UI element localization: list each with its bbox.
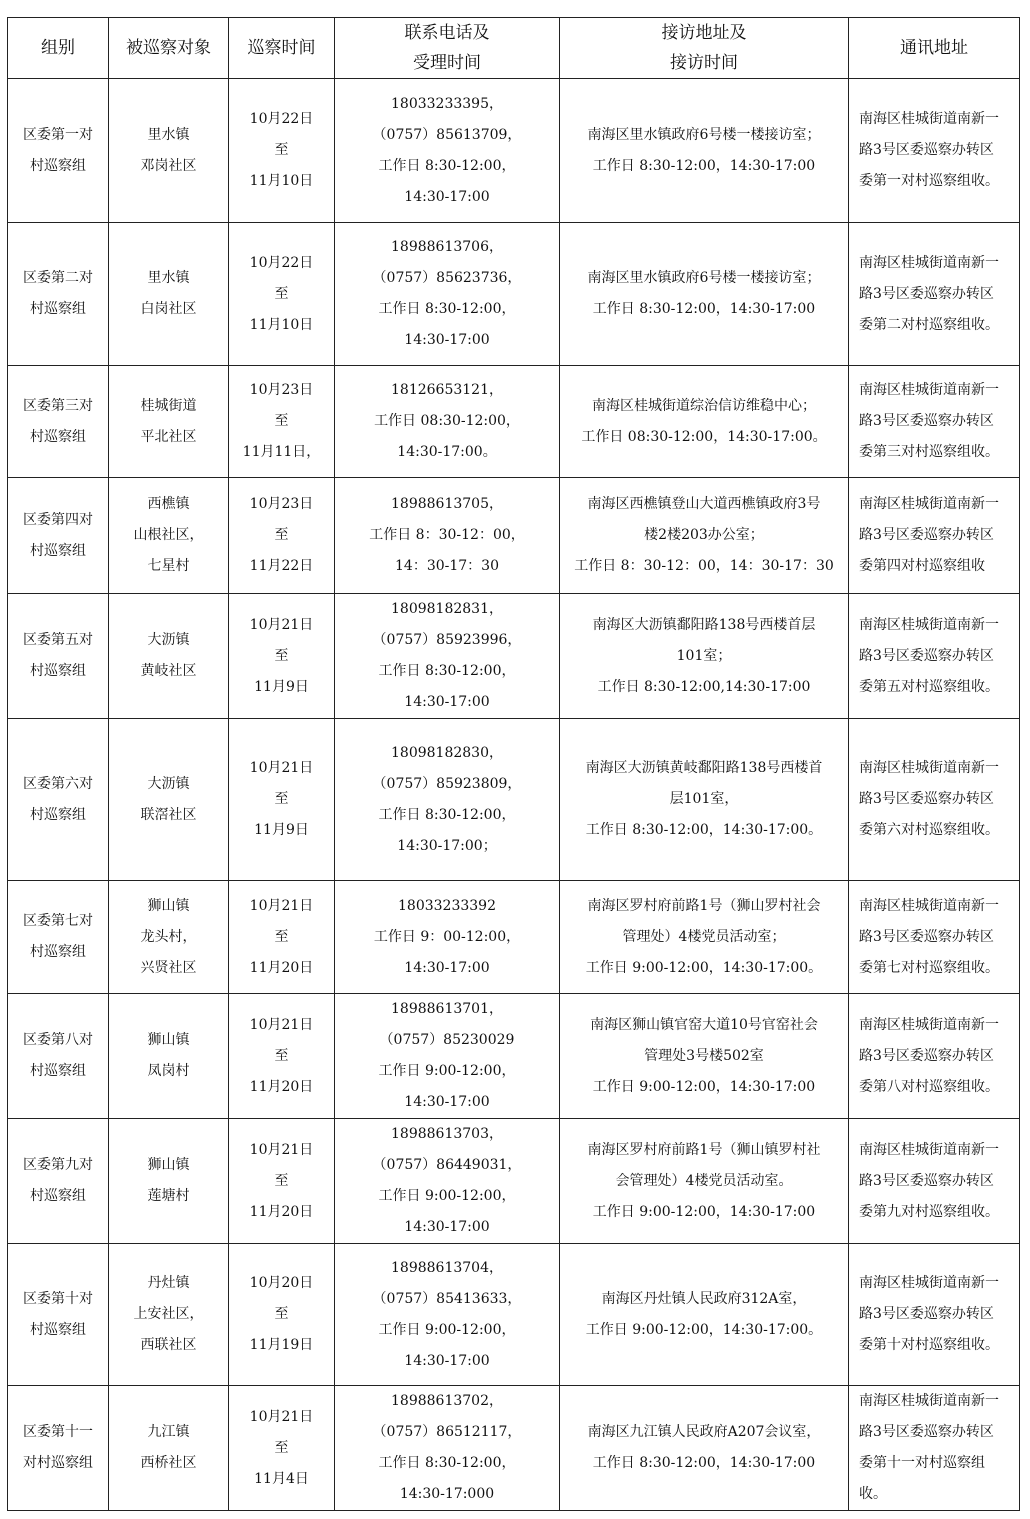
header-time <box>229 18 335 79</box>
cell-text: 南海区大沥镇黄岐鄱阳路138号西楼首 <box>585 760 823 776</box>
cell-group <box>8 366 109 478</box>
cell-text: 南海区桂城街道南新一 <box>859 1016 999 1033</box>
cell-text: 工作日 8:30-12:00， <box>378 157 516 174</box>
cell-text: 委第六对村巡察组收。 <box>859 822 999 838</box>
cell-text: 西桥社区 <box>140 1455 197 1471</box>
cell-text: 白岗社区 <box>140 301 197 317</box>
cell-text: 南海区桂城街道南新一 <box>859 616 999 633</box>
cell-target <box>109 719 229 881</box>
header-mail <box>849 18 1020 79</box>
cell-text: 10月23日 <box>249 382 314 398</box>
cell-phone <box>335 881 560 994</box>
cell-text: 丹灶镇 <box>147 1275 190 1291</box>
header-target <box>109 18 229 79</box>
cell-visit <box>560 881 849 994</box>
cell-group <box>8 994 109 1119</box>
cell-text: 11月4日 <box>254 1470 309 1487</box>
cell-phone <box>335 79 560 223</box>
cell-text: 工作日 8:30-12:00，14:30-17:00 <box>592 1455 816 1471</box>
cell-text: 14:30-17:00 <box>404 694 490 710</box>
cell-text: 14:30-17:00 <box>404 1352 490 1369</box>
cell-text: 区委第一对 <box>23 126 93 143</box>
cell-mail <box>849 594 1020 719</box>
cell-mail <box>849 1244 1020 1386</box>
cell-phone <box>335 994 560 1119</box>
cell-text: 管理处3号楼502室 <box>644 1047 764 1064</box>
cell-text: 南海区罗村府前路1号（狮山镇罗村社 <box>587 1141 821 1158</box>
cell-mail <box>849 478 1020 594</box>
cell-text: 路3号区委巡察办转区 <box>859 1424 994 1440</box>
cell-text: 村巡察组 <box>30 944 86 960</box>
cell-text: 南海区桂城街道南新一 <box>859 496 999 512</box>
cell-text: 南海区桂城街道南新一 <box>859 760 999 776</box>
cell-phone <box>335 1244 560 1386</box>
header-text: 巡察时间 <box>247 38 316 58</box>
cell-group <box>8 594 109 719</box>
cell-mail <box>849 1119 1020 1244</box>
cell-time <box>229 1119 335 1244</box>
cell-text: 11月10日 <box>249 316 314 333</box>
cell-text: 平北社区 <box>140 428 197 445</box>
cell-text: 路3号区委巡察办转区 <box>859 791 994 807</box>
cell-text: 南海区九江镇人民政府A207会议室， <box>587 1424 821 1440</box>
cell-phone <box>335 366 560 478</box>
cell-visit <box>560 79 849 223</box>
cell-text: 14:30-17:00； <box>397 837 497 854</box>
cell-text: 18033233395， <box>391 95 503 112</box>
cell-mail <box>849 1386 1020 1511</box>
cell-text: 层101室， <box>669 791 739 807</box>
cell-text: 10月20日 <box>249 1275 314 1291</box>
cell-text: 至 <box>274 1172 289 1189</box>
cell-text: 区委第六对 <box>23 775 93 792</box>
cell-text: 14:30-17:00 <box>404 332 490 348</box>
cell-text: 村巡察组 <box>30 542 86 559</box>
cell-group <box>8 223 109 366</box>
cell-time <box>229 366 335 478</box>
cell-text: 委第十对村巡察组收。 <box>859 1337 999 1353</box>
cell-phone <box>335 223 560 366</box>
cell-text: 工作日 8:30-12:00，14:30-17:00 <box>592 157 816 174</box>
cell-text: 南海区桂城街道南新一 <box>859 897 999 914</box>
cell-phone <box>335 1386 560 1511</box>
cell-target <box>109 881 229 994</box>
cell-visit <box>560 223 849 366</box>
cell-text: 路3号区委巡察办转区 <box>859 285 994 302</box>
cell-text: 南海区里水镇政府6号楼一楼接访室； <box>587 126 821 143</box>
cell-text: 区委第十一 <box>23 1424 93 1440</box>
cell-text: 邓岗社区 <box>140 157 197 174</box>
cell-text: 18098182831， <box>391 601 503 617</box>
cell-text: 工作日 8：30-12：00， <box>369 527 525 543</box>
header-text: 接访时间 <box>670 53 738 73</box>
cell-text: （0757）85613709， <box>372 126 522 143</box>
cell-text: 路3号区委巡察办转区 <box>859 928 994 945</box>
cell-group <box>8 79 109 223</box>
table-row <box>8 719 1020 881</box>
cell-text: 工作日 08:30-12:00，14:30-17:00。 <box>581 428 827 445</box>
cell-text: 里水镇 <box>147 126 190 143</box>
table-row <box>8 881 1020 994</box>
cell-text: 11月22日 <box>249 558 314 574</box>
cell-text: 工作日 8:30-12:00， <box>378 301 516 317</box>
cell-visit <box>560 994 849 1119</box>
cell-phone <box>335 594 560 719</box>
cell-text: 路3号区委巡察办转区 <box>859 413 994 429</box>
cell-target <box>109 994 229 1119</box>
header-phone <box>335 18 560 79</box>
cell-text: 村巡察组 <box>30 1063 86 1079</box>
cell-text: 18126653121， <box>391 382 503 398</box>
cell-text: 南海区桂城街道南新一 <box>859 382 999 398</box>
cell-text: 工作日 8:30-12:00， <box>378 1455 516 1471</box>
cell-text: 工作日 8:30-12:00,14:30-17:00 <box>597 678 811 695</box>
cell-text: 莲塘村 <box>147 1188 190 1204</box>
cell-text: 区委第十对 <box>23 1290 93 1307</box>
cell-text: 18988613706， <box>391 239 503 255</box>
cell-text: 南海区桂城街道南新一 <box>859 254 999 271</box>
cell-text: 南海区桂城街道南新一 <box>859 1275 999 1291</box>
cell-text: 委第四对村巡察组收 <box>859 558 985 574</box>
cell-text: 南海区桂城街道南新一 <box>859 111 999 127</box>
cell-text: 路3号区委巡察办转区 <box>859 1047 994 1064</box>
cell-text: 14:30-17:00 <box>404 1219 490 1235</box>
cell-group <box>8 881 109 994</box>
cell-text: 黄岐社区 <box>140 663 197 679</box>
cell-text: 区委第二对 <box>23 270 93 286</box>
cell-phone <box>335 1119 560 1244</box>
cell-text: 联滘社区 <box>140 806 197 823</box>
cell-text: 委第二对村巡察组收。 <box>859 316 999 333</box>
cell-text: 11月20日 <box>249 1078 314 1095</box>
cell-mail <box>849 366 1020 478</box>
cell-text: 18033233392 <box>398 897 496 914</box>
cell-text: 14：30-17：30 <box>395 558 499 574</box>
cell-text: 委第五对村巡察组收。 <box>859 678 999 695</box>
cell-text: 兴贤社区 <box>140 959 197 976</box>
cell-text: 14:30-17:00 <box>404 188 490 205</box>
cell-text: 工作日 08:30-12:00， <box>374 413 520 429</box>
cell-text: 18988613703， <box>391 1126 503 1142</box>
cell-time <box>229 719 335 881</box>
header-text: 受理时间 <box>413 53 481 73</box>
cell-text: 区委第五对 <box>23 632 93 648</box>
cell-text: 11月11日， <box>242 444 321 460</box>
cell-text: 工作日 9:00-12:00，14:30-17:00 <box>592 1078 816 1095</box>
cell-text: 桂城街道 <box>140 397 197 414</box>
cell-text: 至 <box>274 1306 289 1322</box>
cell-target <box>109 594 229 719</box>
cell-text: 10月22日 <box>249 254 314 271</box>
cell-text: 对村巡察组 <box>23 1455 93 1471</box>
cell-phone <box>335 478 560 594</box>
table-row <box>8 1386 1020 1511</box>
cell-text: 14:30-17:00。 <box>397 444 497 460</box>
cell-text: 工作日 9:00-12:00， <box>378 1188 516 1204</box>
cell-text: 至 <box>274 413 289 429</box>
cell-text: 南海区桂城街道综治信访维稳中心； <box>592 397 816 414</box>
cell-text: 区委第四对 <box>23 511 93 528</box>
table-row <box>8 994 1020 1119</box>
cell-text: 至 <box>274 928 289 945</box>
cell-text: 至 <box>274 791 289 807</box>
cell-text: 11月9日 <box>254 822 309 838</box>
cell-text: 区委第七对 <box>23 913 93 929</box>
cell-text: （0757）85230029 <box>379 1032 515 1048</box>
cell-text: 10月22日 <box>249 111 314 127</box>
cell-mail <box>849 79 1020 223</box>
cell-text: （0757）85923809， <box>372 775 522 792</box>
cell-text: 至 <box>274 285 289 302</box>
header-row <box>8 18 1020 79</box>
cell-text: 工作日 8:30-12:00， <box>378 663 516 679</box>
cell-text: 南海区桂城街道南新一 <box>859 1141 999 1158</box>
cell-time <box>229 79 335 223</box>
cell-time <box>229 994 335 1119</box>
cell-text: 14:30-17:00 <box>404 1094 490 1110</box>
cell-target <box>109 1386 229 1511</box>
cell-text: 路3号区委巡察办转区 <box>859 527 994 543</box>
table-row <box>8 1119 1020 1244</box>
cell-time <box>229 478 335 594</box>
cell-text: 11月10日 <box>249 173 314 189</box>
cell-visit <box>560 1386 849 1511</box>
cell-target <box>109 366 229 478</box>
cell-text: 收。 <box>859 1486 887 1502</box>
cell-target <box>109 79 229 223</box>
cell-text: 凤岗村 <box>147 1063 190 1079</box>
cell-text: 区委第八对 <box>23 1032 93 1048</box>
cell-text: 10月21日 <box>249 1141 314 1158</box>
cell-time <box>229 1386 335 1511</box>
cell-text: 村巡察组 <box>30 1188 86 1204</box>
cell-text: 委第一对村巡察组收。 <box>859 173 999 189</box>
cell-text: 狮山镇 <box>147 897 190 914</box>
cell-text: （0757）85413633， <box>372 1290 522 1307</box>
cell-target <box>109 1244 229 1386</box>
cell-text: （0757）85923996， <box>372 632 522 648</box>
header-text: 联系电话及 <box>404 23 490 43</box>
table-row <box>8 366 1020 478</box>
cell-text: 至 <box>274 527 289 543</box>
cell-text: 村巡察组 <box>30 428 86 445</box>
cell-group <box>8 719 109 881</box>
cell-time <box>229 594 335 719</box>
cell-text: 工作日 9:00-12:00，14:30-17:00 <box>592 1203 816 1220</box>
cell-text: （0757）85623736， <box>372 270 522 286</box>
cell-text: 龙头村， <box>140 928 197 945</box>
cell-text: 11月9日 <box>254 678 309 695</box>
cell-mail <box>849 994 1020 1119</box>
cell-text: 大沥镇 <box>147 775 190 792</box>
cell-text: 11月19日 <box>249 1337 314 1353</box>
cell-text: 工作日 9:00-12:00，14:30-17:00。 <box>585 959 823 976</box>
header-text: 被巡察对象 <box>126 38 211 58</box>
cell-target <box>109 1119 229 1244</box>
cell-group <box>8 1386 109 1511</box>
cell-text: （0757）86449031， <box>372 1157 522 1173</box>
cell-time <box>229 1244 335 1386</box>
cell-text: 路3号区委巡察办转区 <box>859 142 994 158</box>
cell-text: 委第三对村巡察组收。 <box>859 444 999 460</box>
cell-text: 西联社区 <box>140 1337 197 1353</box>
cell-text: 路3号区委巡察办转区 <box>859 647 994 664</box>
cell-mail <box>849 223 1020 366</box>
cell-text: 狮山镇 <box>147 1032 190 1048</box>
cell-text: 委第十一对村巡察组 <box>859 1455 985 1471</box>
cell-text: 101室； <box>676 647 732 664</box>
cell-text: 西樵镇 <box>147 496 190 512</box>
cell-text: 工作日 8：30-12：00，14：30-17：30 <box>574 558 834 574</box>
cell-text: 区委第九对 <box>23 1157 93 1173</box>
cell-visit <box>560 1119 849 1244</box>
cell-group <box>8 1244 109 1386</box>
table-row <box>8 1244 1020 1386</box>
cell-text: 山根社区， <box>133 527 204 543</box>
cell-group <box>8 478 109 594</box>
cell-text: 18098182830， <box>391 744 503 761</box>
cell-text: 至 <box>274 142 289 158</box>
cell-text: 14:30-17:000 <box>399 1486 495 1502</box>
cell-text: 工作日 9:00-12:00，14:30-17:00。 <box>585 1321 823 1338</box>
header-visit <box>560 18 849 79</box>
cell-text: 工作日 9:00-12:00， <box>378 1063 516 1079</box>
cell-mail <box>849 881 1020 994</box>
cell-text: 村巡察组 <box>30 301 86 317</box>
cell-text: 委第七对村巡察组收。 <box>859 959 999 976</box>
cell-text: 七星村 <box>147 558 190 574</box>
inspection-table <box>7 17 1020 1511</box>
cell-text: 10月21日 <box>249 760 314 776</box>
cell-text: 工作日 9:00-12:00， <box>378 1321 516 1338</box>
header-text: 接访地址及 <box>661 23 747 43</box>
cell-text: 工作日 9：00-12:00， <box>373 928 521 945</box>
header-text: 组别 <box>41 38 75 58</box>
cell-text: 工作日 8:30-12:00，14:30-17:00 <box>592 301 816 317</box>
cell-text: 工作日 8:30-12:00，14:30-17:00。 <box>585 822 823 838</box>
cell-target <box>109 223 229 366</box>
cell-text: 至 <box>274 1439 289 1456</box>
cell-text: 南海区西樵镇登山大道西樵镇政府3号 <box>587 496 821 512</box>
cell-text: 大沥镇 <box>147 632 190 648</box>
cell-text: 南海区大沥镇鄱阳路138号西楼首层 <box>592 616 816 633</box>
cell-text: 九江镇 <box>147 1424 190 1440</box>
cell-text: 村巡察组 <box>30 663 86 679</box>
cell-text: 南海区丹灶镇人民政府312A室， <box>601 1290 807 1307</box>
cell-text: 区委第三对 <box>23 397 93 414</box>
cell-text: 南海区罗村府前路1号（狮山罗村社会 <box>587 897 821 914</box>
cell-text: 楼2楼203办公室； <box>644 527 764 543</box>
cell-time <box>229 223 335 366</box>
cell-text: 狮山镇 <box>147 1157 190 1173</box>
cell-text: 村巡察组 <box>30 157 86 174</box>
cell-text: 10月21日 <box>249 616 314 633</box>
table-row <box>8 79 1020 223</box>
cell-text: 18988613704， <box>391 1259 503 1276</box>
cell-text: 10月21日 <box>249 1016 314 1033</box>
cell-mail <box>849 719 1020 881</box>
cell-text: 会管理处）4楼党员活动室。 <box>615 1172 793 1189</box>
cell-visit <box>560 594 849 719</box>
cell-text: 上安社区， <box>133 1306 204 1322</box>
cell-text: 南海区里水镇政府6号楼一楼接访室； <box>587 270 821 286</box>
cell-text: 18988613701， <box>391 1001 503 1017</box>
cell-text: 至 <box>274 647 289 664</box>
cell-text: （0757）86512117， <box>372 1424 522 1440</box>
cell-text: 路3号区委巡察办转区 <box>859 1172 994 1189</box>
cell-text: 18988613702， <box>391 1393 503 1409</box>
header-group <box>8 18 109 79</box>
cell-text: 路3号区委巡察办转区 <box>859 1306 994 1322</box>
cell-text: 村巡察组 <box>30 806 86 823</box>
cell-visit <box>560 366 849 478</box>
cell-text: 10月23日 <box>249 496 314 512</box>
cell-text: 村巡察组 <box>30 1321 86 1338</box>
cell-text: 至 <box>274 1047 289 1064</box>
cell-text: 委第九对村巡察组收。 <box>859 1203 999 1220</box>
table-row <box>8 223 1020 366</box>
cell-text: 18988613705， <box>391 496 503 512</box>
cell-phone <box>335 719 560 881</box>
cell-text: 委第八对村巡察组收。 <box>859 1078 999 1095</box>
cell-text: 11月20日 <box>249 959 314 976</box>
cell-visit <box>560 1244 849 1386</box>
cell-target <box>109 478 229 594</box>
cell-visit <box>560 478 849 594</box>
cell-text: 工作日 8:30-12:00， <box>378 806 516 823</box>
cell-text: 14:30-17:00 <box>404 959 490 976</box>
cell-text: 10月21日 <box>249 1408 314 1425</box>
cell-text: 11月20日 <box>249 1203 314 1220</box>
cell-text: 南海区狮山镇官窑大道10号官窑社会 <box>590 1016 818 1033</box>
table-row <box>8 478 1020 594</box>
table-body <box>8 79 1020 1511</box>
cell-text: 南海区桂城街道南新一 <box>859 1393 999 1409</box>
cell-text: 里水镇 <box>147 270 190 286</box>
cell-text: 管理处）4楼党员活动室； <box>622 928 786 945</box>
table-row <box>8 594 1020 719</box>
cell-time <box>229 881 335 994</box>
cell-visit <box>560 719 849 881</box>
cell-group <box>8 1119 109 1244</box>
cell-text: 10月21日 <box>249 897 314 914</box>
header-text: 通讯地址 <box>900 38 968 58</box>
